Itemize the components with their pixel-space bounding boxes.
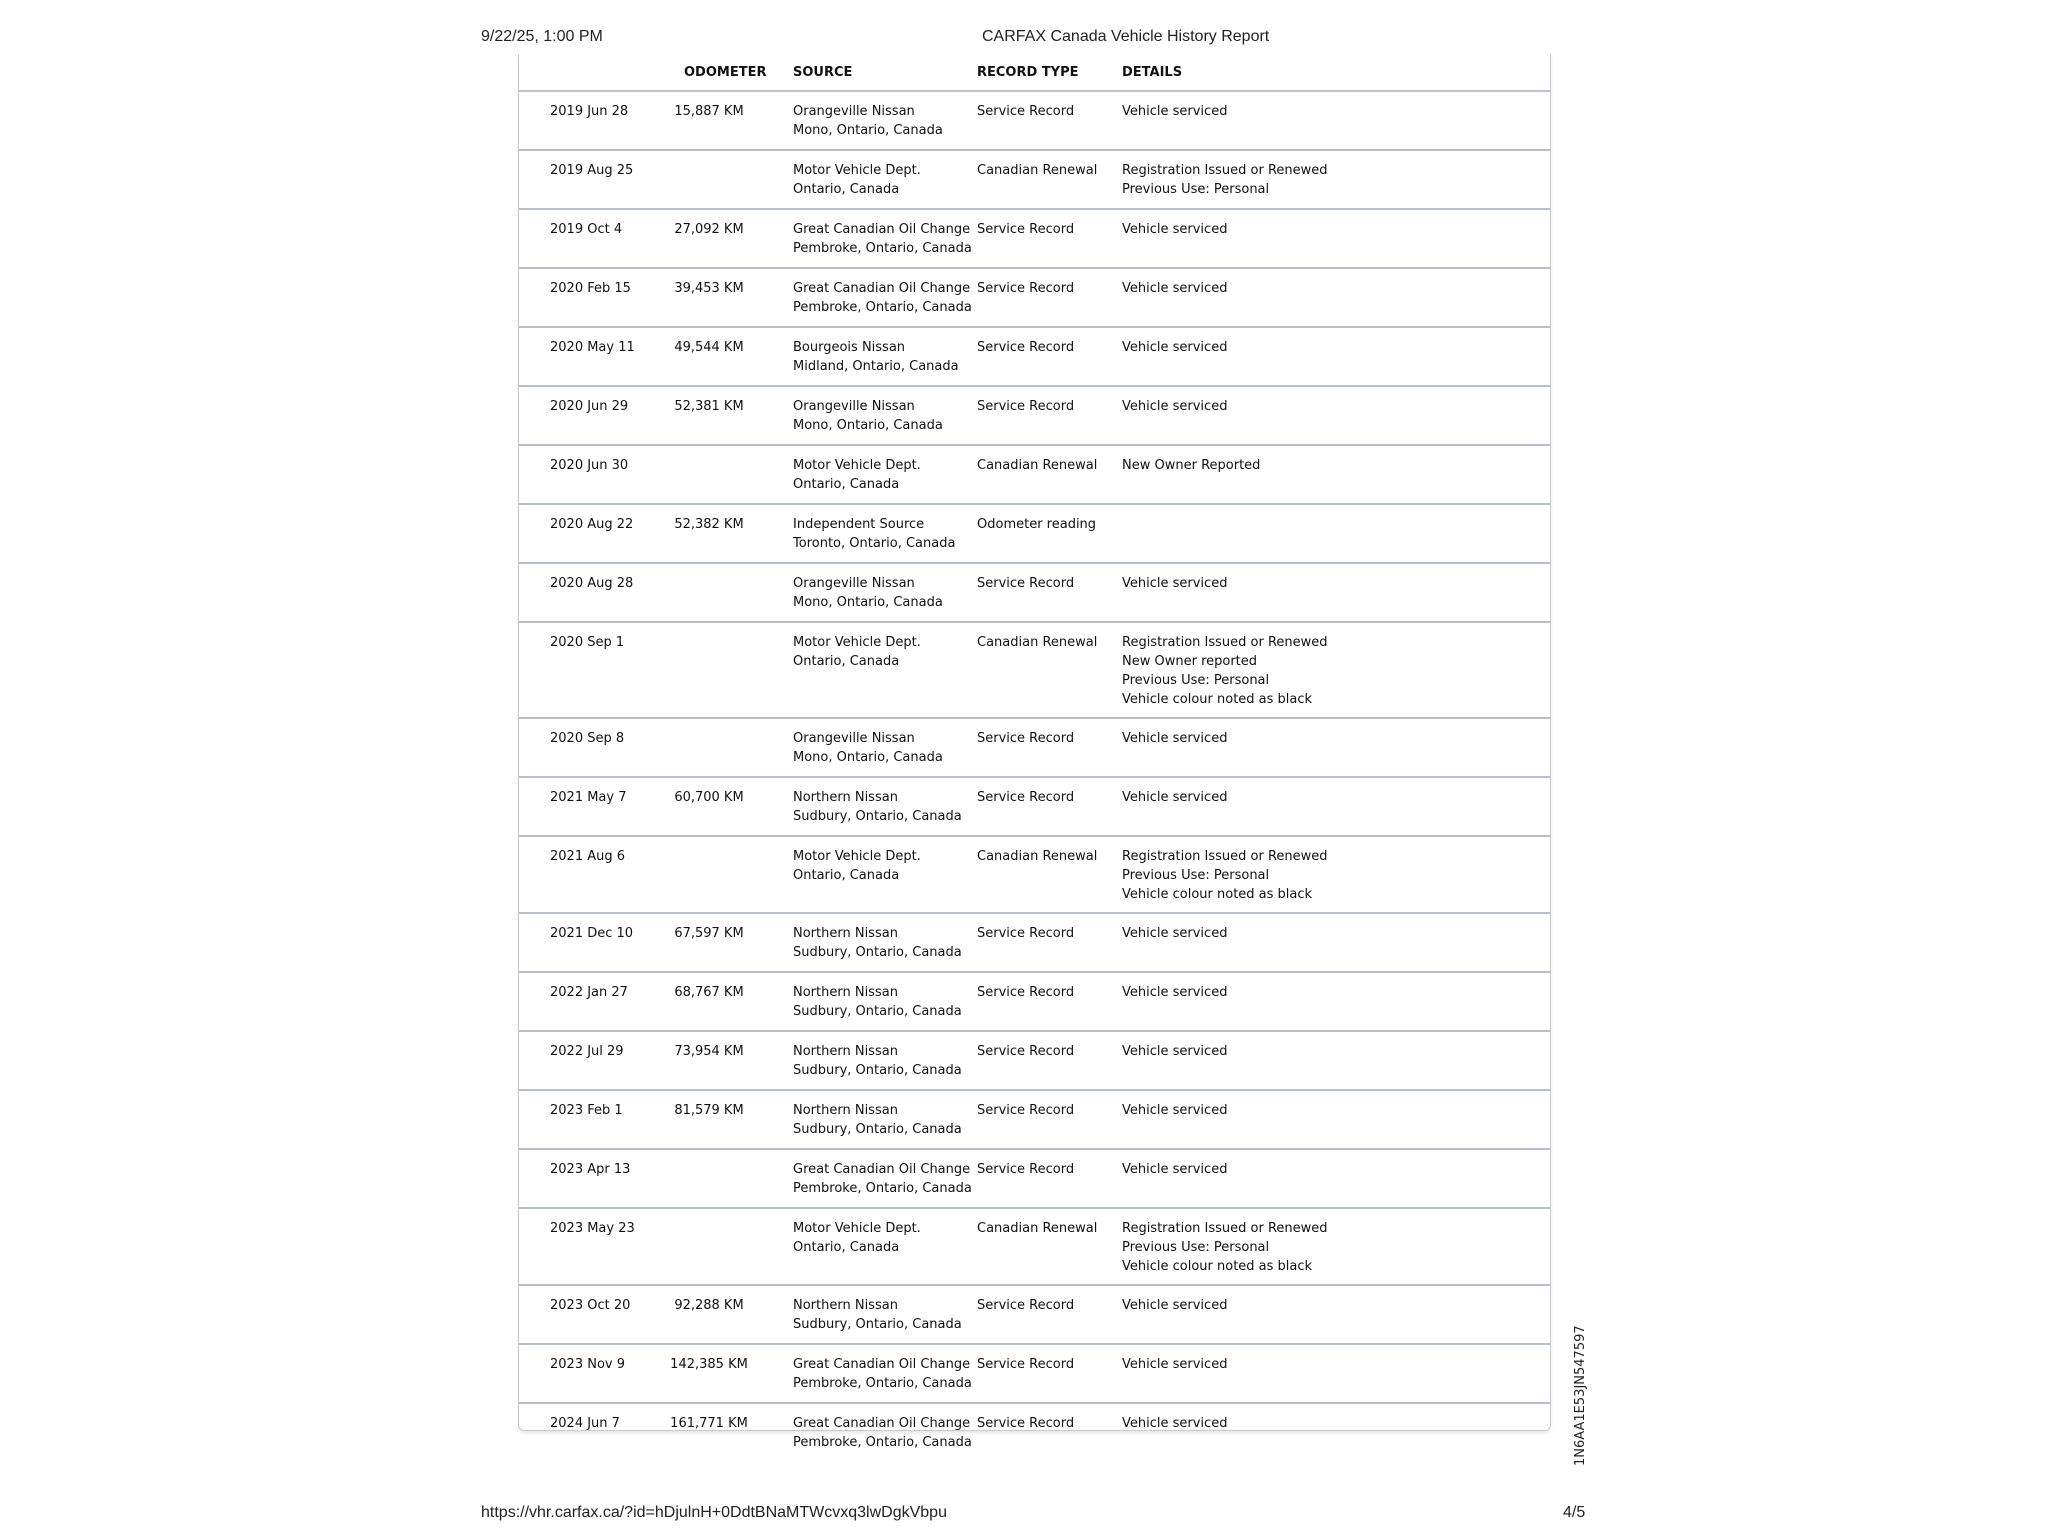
detail-line: Vehicle serviced: [1122, 576, 1228, 591]
source-line: Sudbury, Ontario, Canada: [793, 1004, 962, 1019]
header-source: SOURCE: [793, 65, 853, 80]
source-line: Mono, Ontario, Canada: [793, 123, 943, 138]
row-record-type: Service Record: [977, 104, 1075, 119]
row-source: [793, 788, 962, 826]
row-odometer: 68,767 KM: [674, 985, 744, 1000]
table-row: [519, 1150, 1550, 1209]
row-date: 2020 Aug 28: [550, 576, 634, 591]
row-details: [1122, 279, 1227, 298]
source-line: Pembroke, Ontario, Canada: [793, 1181, 972, 1196]
row-odometer: 52,382 KM: [674, 517, 744, 532]
row-record-type: Canadian Renewal: [977, 458, 1098, 473]
source-line: Motor Vehicle Dept.: [793, 635, 921, 650]
row-odometer: 60,700 KM: [674, 790, 744, 805]
table-row: [519, 446, 1550, 505]
row-record-type: Service Record: [977, 1298, 1075, 1313]
row-source: [793, 983, 962, 1021]
row-details: [1122, 1355, 1227, 1374]
row-record-type: Service Record: [977, 1103, 1075, 1118]
row-record-type: Service Record: [977, 1162, 1075, 1177]
source-line: Sudbury, Ontario, Canada: [793, 945, 962, 960]
table-row: [519, 1209, 1550, 1286]
row-details: [1122, 574, 1227, 593]
source-line: Motor Vehicle Dept.: [793, 458, 921, 473]
source-line: Orangeville Nissan: [793, 731, 915, 746]
row-date: 2023 Nov 9: [550, 1357, 625, 1372]
row-details: [1122, 1101, 1227, 1120]
row-source: [793, 1101, 962, 1139]
row-odometer: 52,381 KM: [674, 399, 744, 414]
row-details: [1122, 1042, 1227, 1061]
table-row: [519, 269, 1550, 328]
row-date: 2020 May 11: [550, 340, 635, 355]
row-details: [1122, 983, 1227, 1002]
table-row: [519, 719, 1550, 778]
row-odometer: 49,544 KM: [674, 340, 744, 355]
row-source: [793, 397, 943, 435]
row-source: [793, 1414, 972, 1452]
row-source: [793, 161, 921, 199]
row-date: 2019 Jun 28: [550, 104, 629, 119]
detail-line: Vehicle serviced: [1122, 1416, 1228, 1431]
detail-line: Vehicle serviced: [1122, 222, 1228, 237]
table-row: [519, 92, 1550, 151]
source-line: Ontario, Canada: [793, 477, 900, 492]
detail-line: Vehicle serviced: [1122, 281, 1228, 296]
header-odometer: ODOMETER: [684, 65, 767, 80]
table-row: [519, 778, 1550, 837]
row-record-type: Service Record: [977, 926, 1075, 941]
row-record-type: Odometer reading: [977, 517, 1097, 532]
row-details: [1122, 456, 1260, 475]
row-details: [1122, 788, 1227, 807]
source-line: Great Canadian Oil Change: [793, 281, 971, 296]
table-header: [519, 54, 1550, 92]
row-details: [1122, 1219, 1328, 1276]
row-record-type: Canadian Renewal: [977, 635, 1098, 650]
source-line: Sudbury, Ontario, Canada: [793, 1063, 962, 1078]
source-line: Pembroke, Ontario, Canada: [793, 300, 972, 315]
detail-line: Vehicle serviced: [1122, 926, 1228, 941]
row-record-type: Service Record: [977, 731, 1075, 746]
source-line: Sudbury, Ontario, Canada: [793, 809, 962, 824]
source-line: Great Canadian Oil Change: [793, 222, 971, 237]
row-record-type: Service Record: [977, 1044, 1075, 1059]
detail-line: Vehicle serviced: [1122, 399, 1228, 414]
row-odometer: 73,954 KM: [674, 1044, 744, 1059]
detail-line: Vehicle serviced: [1122, 1298, 1228, 1313]
detail-line: New Owner reported: [1122, 654, 1258, 669]
table-row: [519, 623, 1550, 719]
row-record-type: Canadian Renewal: [977, 849, 1098, 864]
row-details: [1122, 729, 1227, 748]
history-table: [518, 54, 1551, 1450]
row-source: [793, 1355, 972, 1393]
page-url: https://vhr.carfax.ca/?id=hDjulnH+0DdtBNaMTWcvxq3lwDgkVbpu: [481, 1504, 947, 1521]
row-odometer: 67,597 KM: [674, 926, 744, 941]
table-row: [519, 914, 1550, 973]
row-source: [793, 515, 955, 553]
detail-line: Registration Issued or Renewed: [1122, 163, 1328, 178]
source-line: Great Canadian Oil Change: [793, 1357, 971, 1372]
row-odometer: 81,579 KM: [674, 1103, 744, 1118]
row-date: 2023 Apr 13: [550, 1162, 631, 1177]
source-line: Motor Vehicle Dept.: [793, 163, 921, 178]
row-details: [1122, 1414, 1227, 1433]
row-details: [1122, 1160, 1227, 1179]
source-line: Ontario, Canada: [793, 1240, 900, 1255]
table-row: [519, 1345, 1550, 1404]
source-line: Sudbury, Ontario, Canada: [793, 1122, 962, 1137]
row-date: 2020 Sep 8: [550, 731, 625, 746]
row-details: [1122, 338, 1227, 357]
row-date: 2020 Aug 22: [550, 517, 634, 532]
row-odometer: 92,288 KM: [674, 1298, 744, 1313]
table-row: [519, 505, 1550, 564]
source-line: Orangeville Nissan: [793, 399, 915, 414]
row-date: 2020 Jun 29: [550, 399, 629, 414]
row-record-type: Service Record: [977, 281, 1075, 296]
row-details: [1122, 924, 1227, 943]
vin-number: 1N6AA1E53JN547597: [1573, 1325, 1588, 1466]
row-date: 2024 Jun 7: [550, 1416, 620, 1431]
source-line: Pembroke, Ontario, Canada: [793, 1435, 972, 1450]
detail-line: Vehicle serviced: [1122, 1357, 1228, 1372]
row-record-type: Service Record: [977, 340, 1075, 355]
row-details: [1122, 633, 1328, 709]
detail-line: Vehicle serviced: [1122, 731, 1228, 746]
detail-line: Vehicle serviced: [1122, 104, 1228, 119]
table-row: [519, 328, 1550, 387]
table-row: [519, 973, 1550, 1032]
row-date: 2020 Jun 30: [550, 458, 629, 473]
detail-line: New Owner Reported: [1122, 458, 1261, 473]
source-line: Ontario, Canada: [793, 868, 900, 883]
row-source: [793, 1296, 962, 1334]
row-odometer: 15,887 KM: [674, 104, 744, 119]
detail-line: Previous Use: Personal: [1122, 868, 1270, 883]
source-line: Northern Nissan: [793, 1044, 898, 1059]
detail-line: Previous Use: Personal: [1122, 182, 1270, 197]
row-date: 2022 Jan 27: [550, 985, 628, 1000]
row-details: [1122, 397, 1227, 416]
row-record-type: Service Record: [977, 399, 1075, 414]
row-source: [793, 102, 943, 140]
row-record-type: Service Record: [977, 1357, 1075, 1372]
row-source: [793, 574, 943, 612]
detail-line: Vehicle colour noted as black: [1122, 692, 1313, 707]
row-source: [793, 1219, 921, 1257]
source-line: Pembroke, Ontario, Canada: [793, 1376, 972, 1391]
source-line: Midland, Ontario, Canada: [793, 359, 959, 374]
detail-line: Vehicle serviced: [1122, 340, 1228, 355]
row-source: [793, 729, 943, 767]
table-row: [519, 387, 1550, 446]
row-details: [1122, 220, 1227, 239]
source-line: Northern Nissan: [793, 1298, 898, 1313]
source-line: Motor Vehicle Dept.: [793, 1221, 921, 1236]
source-line: Northern Nissan: [793, 1103, 898, 1118]
row-source: [793, 338, 959, 376]
source-line: Mono, Ontario, Canada: [793, 418, 943, 433]
source-line: Motor Vehicle Dept.: [793, 849, 921, 864]
page-title: CARFAX Canada Vehicle History Report: [982, 28, 1270, 45]
detail-line: Vehicle serviced: [1122, 985, 1228, 1000]
row-record-type: Service Record: [977, 576, 1075, 591]
source-line: Bourgeois Nissan: [793, 340, 906, 355]
row-record-type: Service Record: [977, 790, 1075, 805]
table-row: [519, 210, 1550, 269]
page-number: 4/5: [1563, 1504, 1586, 1521]
row-details: [1122, 1296, 1227, 1315]
row-source: [793, 847, 921, 885]
source-line: Northern Nissan: [793, 985, 898, 1000]
table-row: [519, 1286, 1550, 1345]
detail-line: Vehicle serviced: [1122, 1162, 1228, 1177]
table-row: [519, 151, 1550, 210]
table-row: [519, 1404, 1550, 1461]
row-record-type: Service Record: [977, 1416, 1075, 1431]
row-date: 2022 Jul 29: [550, 1044, 624, 1059]
detail-line: Previous Use: Personal: [1122, 1240, 1270, 1255]
row-date: 2023 Oct 20: [550, 1298, 631, 1313]
source-line: Orangeville Nissan: [793, 104, 915, 119]
source-line: Pembroke, Ontario, Canada: [793, 241, 972, 256]
detail-line: Previous Use: Personal: [1122, 673, 1270, 688]
row-odometer: 142,385 KM: [670, 1357, 748, 1372]
table-row: [519, 564, 1550, 623]
row-source: [793, 1042, 962, 1080]
row-source: [793, 924, 962, 962]
table-body: [519, 92, 1550, 1461]
row-date: 2023 May 23: [550, 1221, 635, 1236]
row-date: 2021 Aug 6: [550, 849, 626, 864]
detail-line: Vehicle colour noted as black: [1122, 887, 1313, 902]
source-line: Independent Source: [793, 517, 925, 532]
row-date: 2019 Aug 25: [550, 163, 634, 178]
row-source: [793, 633, 921, 671]
row-date: 2021 May 7: [550, 790, 627, 805]
row-date: 2020 Feb 15: [550, 281, 631, 296]
print-datetime: 9/22/25, 1:00 PM: [481, 28, 603, 45]
detail-line: Registration Issued or Renewed: [1122, 1221, 1328, 1236]
detail-line: Registration Issued or Renewed: [1122, 849, 1328, 864]
source-line: Great Canadian Oil Change: [793, 1416, 971, 1431]
row-details: [1122, 102, 1227, 121]
table-row: [519, 1091, 1550, 1150]
source-line: Ontario, Canada: [793, 654, 900, 669]
source-line: Orangeville Nissan: [793, 576, 915, 591]
row-details: [1122, 161, 1328, 199]
row-record-type: Service Record: [977, 222, 1075, 237]
row-source: [793, 279, 972, 317]
source-line: Northern Nissan: [793, 790, 898, 805]
source-line: Ontario, Canada: [793, 182, 900, 197]
row-source: [793, 456, 921, 494]
row-odometer: 27,092 KM: [674, 222, 744, 237]
row-date: 2020 Sep 1: [550, 635, 625, 650]
detail-line: Registration Issued or Renewed: [1122, 635, 1328, 650]
source-line: Mono, Ontario, Canada: [793, 595, 943, 610]
row-odometer: 161,771 KM: [670, 1416, 748, 1431]
table-row: [519, 1032, 1550, 1091]
row-details: [1122, 847, 1328, 904]
row-source: [793, 220, 972, 258]
row-odometer: 39,453 KM: [674, 281, 744, 296]
detail-line: Vehicle serviced: [1122, 1103, 1228, 1118]
detail-line: Vehicle colour noted as black: [1122, 1259, 1313, 1274]
source-line: Sudbury, Ontario, Canada: [793, 1317, 962, 1332]
row-date: 2019 Oct 4: [550, 222, 623, 237]
detail-line: Vehicle serviced: [1122, 790, 1228, 805]
row-date: 2023 Feb 1: [550, 1103, 623, 1118]
detail-line: Vehicle serviced: [1122, 1044, 1228, 1059]
source-line: Toronto, Ontario, Canada: [793, 536, 956, 551]
source-line: Mono, Ontario, Canada: [793, 750, 943, 765]
row-record-type: Canadian Renewal: [977, 163, 1098, 178]
table-row: [519, 837, 1550, 914]
source-line: Great Canadian Oil Change: [793, 1162, 971, 1177]
header-details: DETAILS: [1122, 65, 1183, 80]
row-date: 2021 Dec 10: [550, 926, 634, 941]
header-record-type: RECORD TYPE: [977, 65, 1079, 80]
source-line: Northern Nissan: [793, 926, 898, 941]
row-source: [793, 1160, 972, 1198]
row-record-type: Canadian Renewal: [977, 1221, 1098, 1236]
row-record-type: Service Record: [977, 985, 1075, 1000]
